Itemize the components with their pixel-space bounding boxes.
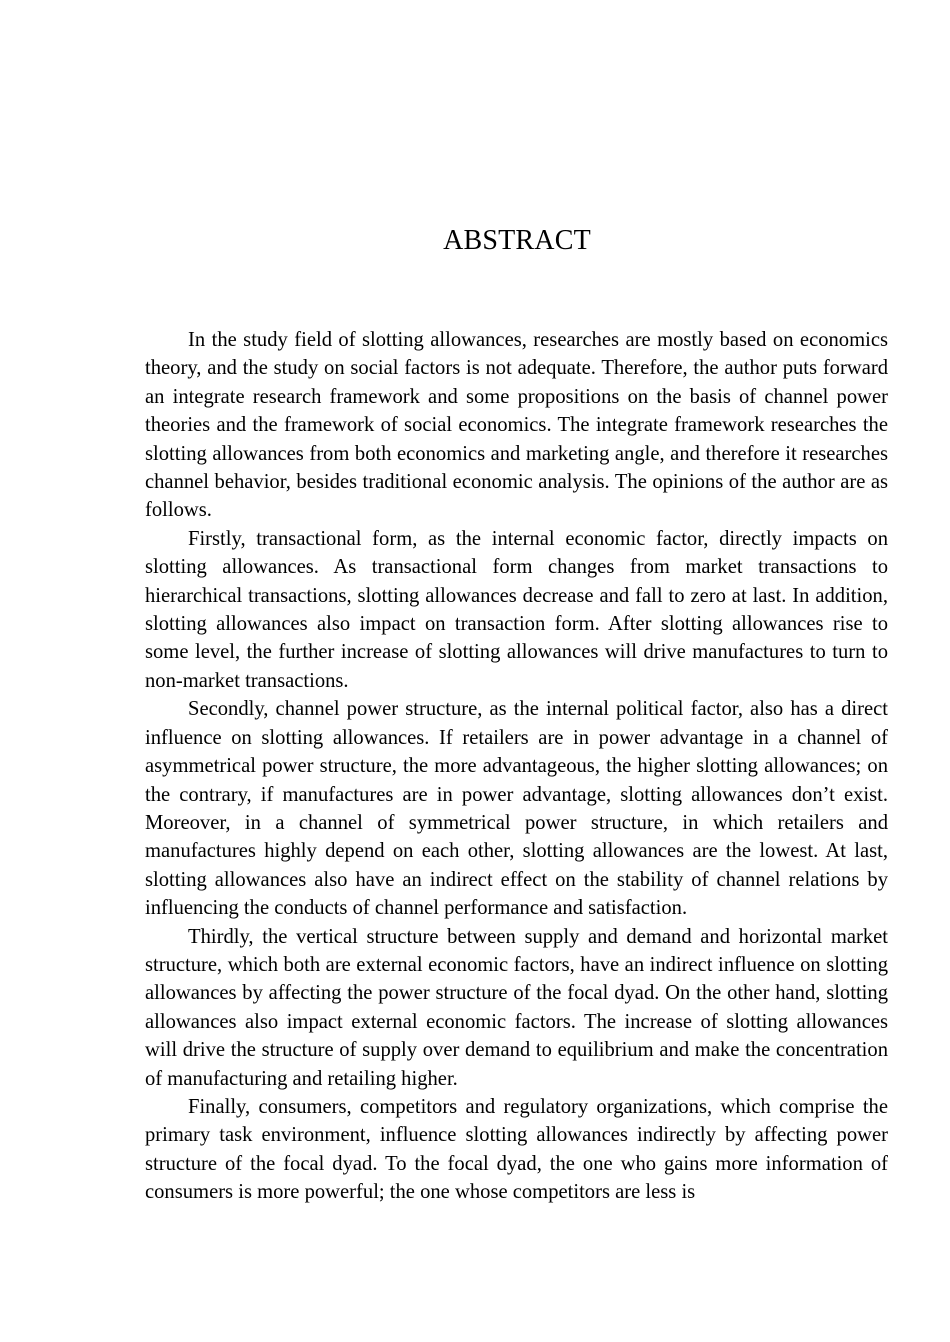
- paragraph-thirdly: Thirdly, the vertical structure between supply and demand and horizontal market structure, which both are external economic factors, have an indirect influence on slotting allowances by affecting the power structure of the focal dyad. On the other hand, slotting allowances also impact external economic factors. The increase of slotting allowances will drive the structure of supply over demand to equilibrium and make the concentration of manufacturing and retailing higher.: [145, 925, 888, 1090]
- paragraph-finally: Finally, consumers, competitors and regulatory organizations, which comprise the primary task environment, influence slotting allowances indirectly by affecting power structure of the focal dyad. To the focal dyad, the one who gains more information of consumers is more powerful; the one whose competitors are less is: [145, 1095, 888, 1204]
- paragraph-intro: In the study field of slotting allowances, researches are mostly based on economics theory, and the study on social factors is not adequate. Therefore, the author puts forward an integrate research framework and some propositions on the basis of channel power theories and the framework of social economics. The integrate framework researches the slotting allowances from both economics and marketing angle, and therefore it researches channel behavior, besides traditional economic analysis. The opinions of the author are as follows.: [145, 329, 888, 522]
- paragraph-firstly: Firstly, transactional form, as the internal economic factor, directly impacts on slotting allowances. As transactional form changes from market transactions to hierarchical transactions, slotting allowances decrease and fall to zero at last. In addition, slotting allowances also impact on transaction form. After slotting allowances rise to some level, the further increase of slotting allowances will drive manufactures to turn to non-market transactions.: [145, 527, 888, 692]
- page-title: ABSTRACT: [443, 225, 591, 256]
- paragraph-secondly: Secondly, channel power structure, as the internal political factor, also has a direct influence on slotting allowances. If retailers are in power advantage in a channel of asymmetrical power structure, the more advantageous, the higher slotting allowances; on the contrary, if manufactures are in power advantage, slotting allowances don’t exist. Moreover, in a channel of symmetrical power structure, in which retailers and manufactures highly depend on each other, slotting allowances are the lowest. At last, slotting allowances also have an indirect effect on the stability of channel relations by influencing the conducts of channel performance and satisfaction.: [145, 698, 888, 920]
- abstract-body: [145, 326, 888, 1207]
